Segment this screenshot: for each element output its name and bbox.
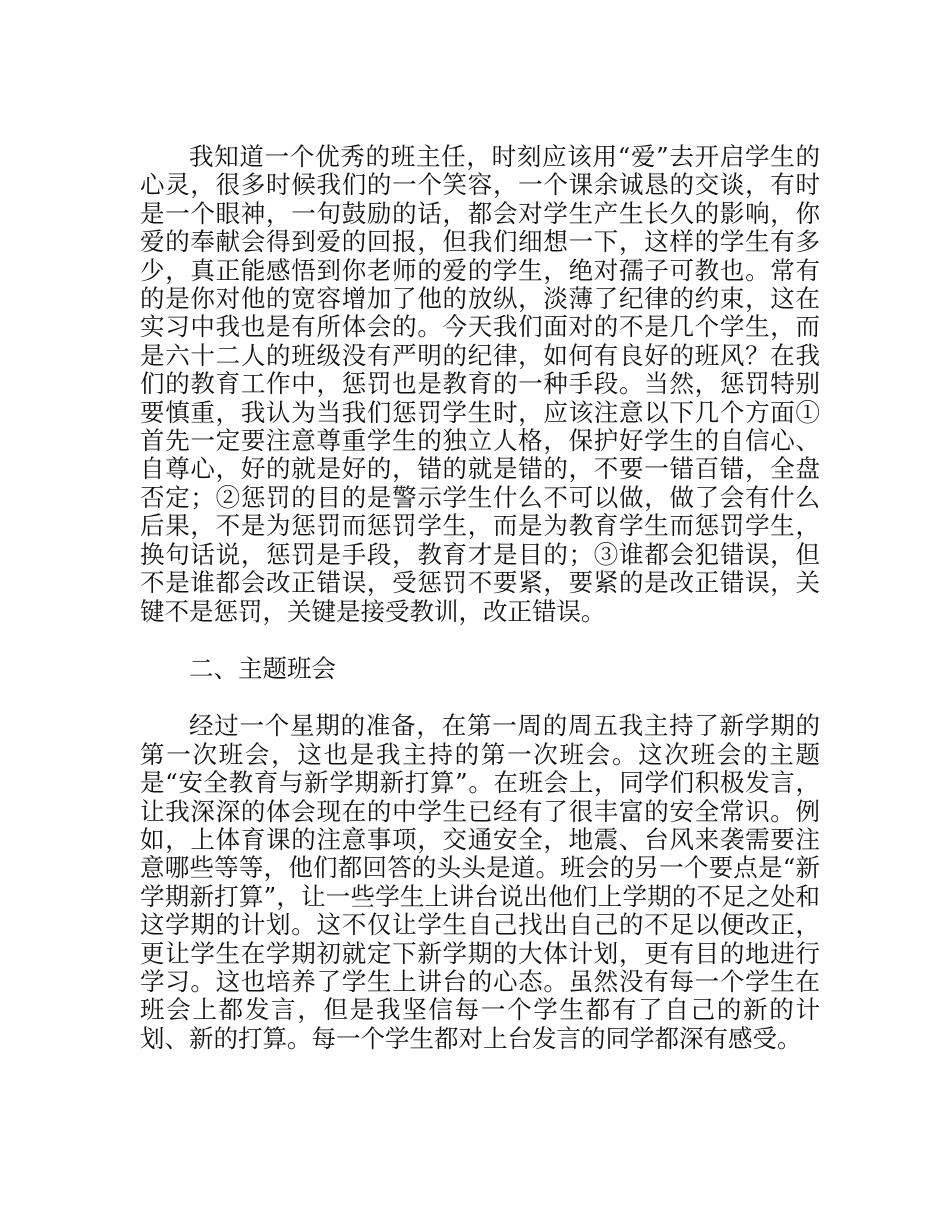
paragraph-class-meeting: 经过一个星期的准备，在第一周的周五我主持了新学期的第一次班会，这也是我主持的第一次班会。这次班会的主题是“安全教育与新学期新打算”。在班会上，同学们积极发言，让我深深的体会现在的中学生已经有了很丰富的安全常识。例如，上体育课的注意事项，交通安全，地震、台风来袭需要注意哪些等等，他们都回答的头头是道。班会的另一个要点是“新学期新打算”，让一些学生上讲台说出他们上学期的不足之处和这学期的计划。这不仅让学生自己找出自己的不足以便改正，更让学生在学期初就定下新学期的大体计划，更有目的地进行学习。这也培养了学生上讲台的心态。虽然没有每一个学生在班会上都发言，但是我坚信每一个学生都有了自己的新的计划、新的打算。每一个学生都对上台发言的同学都深有感受。 xyxy=(140,711,820,1053)
document-body xyxy=(140,143,820,1053)
section-heading: 二、主题班会 xyxy=(189,653,336,683)
paragraph-discipline: 我知道一个优秀的班主任，时刻应该用“爱”去开启学生的心灵，很多时候我们的一个笑容，一个课余诚恳的交谈，有时是一个眼神，一句鼓励的话，都会对学生产生长久的影响，你爱的奉献会得到爱的回报，但我们细想一下，这样的学生有多少，真正能感悟到你老师的爱的学生，绝对孺子可教也。常有的是你对他的宽容增加了他的放纵，淡薄了纪律的约束，这在实习中我也是有所体会的。今天我们面对的不是几个学生，而是六十二人的班级没有严明的纪律，如何有良好的班风？在我们的教育工作中，惩罚也是教育的一种手段。当然，惩罚特别要慎重，我认为当我们惩罚学生时，应该注意以下几个方面①首先一定要注意尊重学生的独立人格，保护好学生的自信心、自尊心，好的就是好的，错的就是错的，不要一错百错，全盘否定；②惩罚的目的是警示学生什么不可以做，做了会有什么后果，不是为惩罚而惩罚学生，而是为教育学生而惩罚学生，换句话说，惩罚是手段，教育才是目的；③谁都会犯错误，但不是谁都会改正错误，受惩罚不要紧，要紧的是改正错误，关键不是惩罚，关键是接受教训，改正错误。 xyxy=(140,142,820,626)
